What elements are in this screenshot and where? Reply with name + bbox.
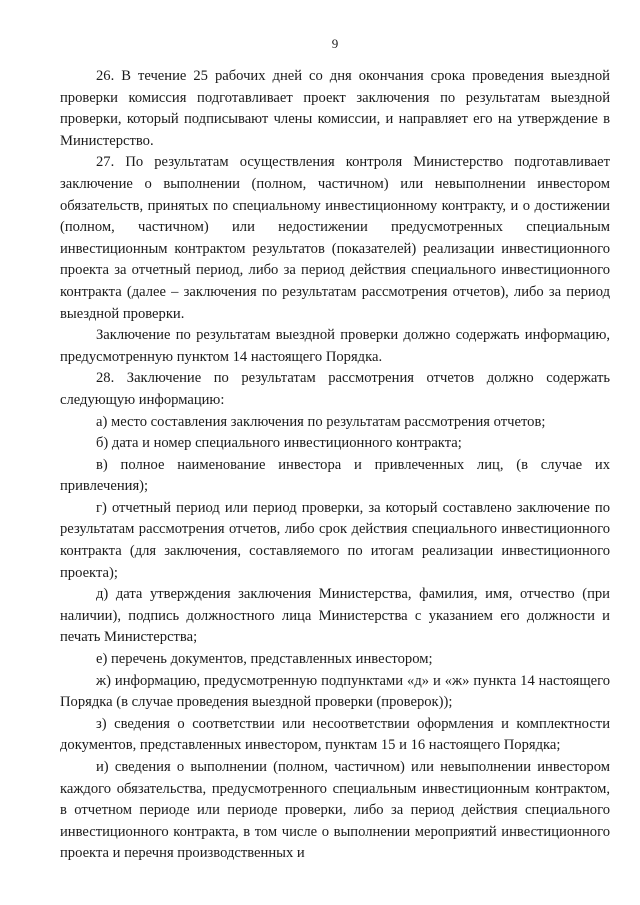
paragraph-27-conclusion: Заключение по результатам выездной проверки должно содержать информацию, предусмотренную пунктом 14 настоящего Порядка. <box>60 327 610 365</box>
paragraph-26: 26. В течение 25 рабочих дней со дня окончания срока проведения выездной проверки комиссия подготавливает проект заключения по результатам выездной проверки, который подписывают члены комиссии, и направляет его на утверждение в Министерство. <box>60 68 610 149</box>
list-item-z: з) сведения о соответствии или несоответствии оформления и комплектности документов, представленных инвестором, пунктам 15 и 16 настоящего Порядка; <box>60 715 610 754</box>
list-item-zh: ж) информацию, предусмотренную подпунктами «д» и «ж» пункта 14 настоящего Порядка (в случае проведения выездной проверки (проверок)); <box>60 672 610 711</box>
list-item-b: б) дата и номер специального инвестиционного контракта; <box>96 435 462 452</box>
list-item-g: г) отчетный период или период проверки, за который составлено заключение по результатам рассмотрения отчетов, либо срок действия специального инвестиционного контракта (для заключения, составляемого по итогам реализации инвестиционного проекта); <box>60 499 610 581</box>
paragraph-27: 27. По результатам осуществления контроля Министерство подготавливает заключение о выполнении (полном, частичном) или невыполнении инвестором обязательств, принятых по специальному инвестиционному контракту, и о достижении (полном, частичном) или недостижении предусмотренных специальным инвестиционным контрактом результатов (показателей) реализации инвестиционного проекта за отчетный период, либо за период действия специального инвестиционного контракта (далее – заключения по результатам рассмотрения отчетов), либо за период выездной проверки. <box>60 154 610 322</box>
list-item-v: в) полное наименование инвестора и привлеченных лиц, (в случае их привлечения); <box>60 456 610 495</box>
list-item-i: и) сведения о выполнении (полном, частичном) или невыполнении инвестором каждого обязательства, предусмотренного специальным инвестиционным контрактом, в отчетном периоде или периоде проверки, либо за период действия специального инвестиционного контракта, в том числе о выполнении мероприятий инвестиционного проекта и перечня производственных и <box>60 759 610 862</box>
paragraph-28: 28. Заключение по результатам рассмотрения отчетов должно содержать следующую информацию: <box>60 370 610 408</box>
list-item-d: д) дата утверждения заключения Министерства, фамилия, имя, отчество (при наличии), подпись должностного лица Министерства с указанием его должности и печать Министерства; <box>60 586 610 646</box>
page-number: 9 <box>331 36 339 51</box>
list-item-a: а) место составления заключения по результатам рассмотрения отчетов; <box>96 413 546 430</box>
list-item-e: е) перечень документов, представленных инвестором; <box>96 651 433 668</box>
document-body <box>60 66 610 865</box>
